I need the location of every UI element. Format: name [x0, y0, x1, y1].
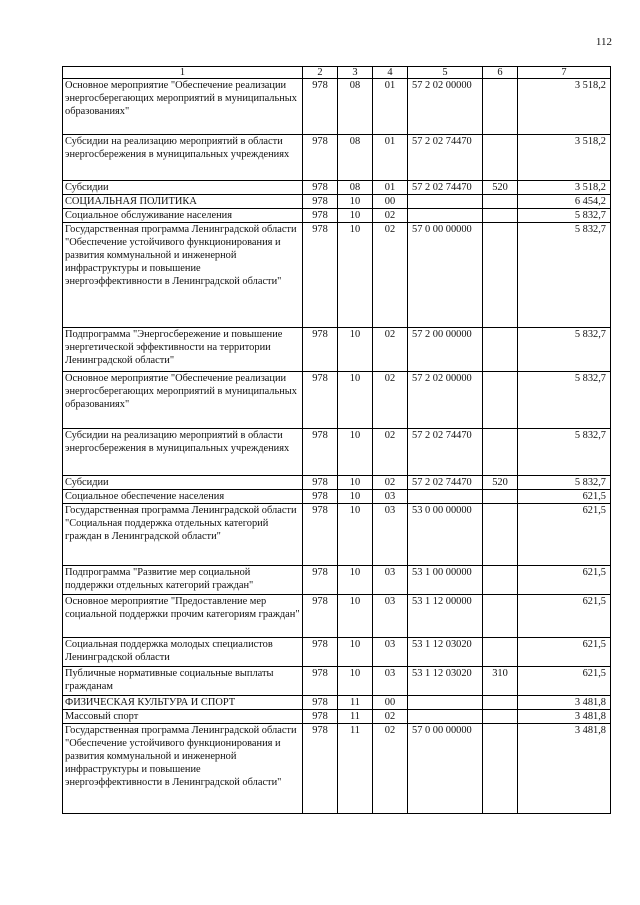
table-row	[63, 724, 611, 814]
row-name-cell: Субсидии на реализацию мероприятий в области энергосбережения в муниципальных учреждениях	[63, 429, 303, 476]
table-row	[63, 328, 611, 372]
table-row	[63, 79, 611, 135]
header-cell: 2	[303, 67, 338, 79]
row-name-cell: Массовый спорт	[63, 710, 303, 724]
cell-amount: 5 832,7	[518, 372, 611, 429]
page-number: 112	[595, 36, 612, 48]
cell-target-article	[408, 490, 483, 504]
budget-table	[62, 66, 611, 814]
cell-amount: 3 481,8	[518, 696, 611, 710]
cell-target-article: 53 1 12 03020	[408, 638, 483, 667]
table-row	[63, 696, 611, 710]
cell-section: 10	[338, 667, 373, 696]
cell-target-article: 53 0 00 00000	[408, 504, 483, 566]
cell-code: 978	[303, 566, 338, 595]
cell-subsection: 02	[373, 724, 408, 814]
cell-section: 10	[338, 328, 373, 372]
cell-subsection: 01	[373, 135, 408, 181]
cell-target-article	[408, 209, 483, 223]
cell-subsection: 03	[373, 595, 408, 638]
cell-target-article: 57 0 00 00000	[408, 223, 483, 328]
row-name-cell: Социальная поддержка молодых специалистов Ленинградской области	[63, 638, 303, 667]
cell-expense-type	[483, 223, 518, 328]
cell-code: 978	[303, 181, 338, 195]
cell-target-article: 53 1 12 03020	[408, 667, 483, 696]
cell-section: 10	[338, 429, 373, 476]
cell-section: 10	[338, 638, 373, 667]
cell-target-article: 57 2 02 00000	[408, 79, 483, 135]
cell-section: 10	[338, 195, 373, 209]
table-row	[63, 135, 611, 181]
table-row	[63, 504, 611, 566]
cell-expense-type	[483, 724, 518, 814]
cell-section: 10	[338, 476, 373, 490]
cell-target-article: 57 2 02 00000	[408, 372, 483, 429]
row-name-cell: СОЦИАЛЬНАЯ ПОЛИТИКА	[63, 195, 303, 209]
cell-expense-type	[483, 566, 518, 595]
cell-section: 11	[338, 710, 373, 724]
cell-section: 08	[338, 135, 373, 181]
row-name-cell: ФИЗИЧЕСКАЯ КУЛЬТУРА И СПОРТ	[63, 696, 303, 710]
header-cell: 3	[338, 67, 373, 79]
cell-amount: 5 832,7	[518, 328, 611, 372]
table-row	[63, 566, 611, 595]
cell-subsection: 03	[373, 504, 408, 566]
cell-subsection: 02	[373, 328, 408, 372]
table-row	[63, 223, 611, 328]
cell-expense-type	[483, 209, 518, 223]
cell-target-article: 57 0 00 00000	[408, 724, 483, 814]
cell-section: 08	[338, 79, 373, 135]
table-header-row	[63, 67, 611, 79]
cell-amount: 621,5	[518, 504, 611, 566]
cell-section: 10	[338, 209, 373, 223]
row-name-cell: Публичные нормативные социальные выплаты гражданам	[63, 667, 303, 696]
cell-code: 978	[303, 504, 338, 566]
cell-amount: 3 518,2	[518, 135, 611, 181]
cell-expense-type: 520	[483, 476, 518, 490]
table-row	[63, 490, 611, 504]
cell-code: 978	[303, 490, 338, 504]
cell-section: 10	[338, 566, 373, 595]
cell-expense-type	[483, 710, 518, 724]
cell-expense-type	[483, 79, 518, 135]
header-cell: 7	[518, 67, 611, 79]
cell-subsection: 02	[373, 372, 408, 429]
cell-amount: 3 518,2	[518, 79, 611, 135]
cell-subsection: 02	[373, 476, 408, 490]
cell-subsection: 03	[373, 490, 408, 504]
cell-target-article: 57 2 02 74470	[408, 429, 483, 476]
cell-amount: 6 454,2	[518, 195, 611, 209]
cell-expense-type	[483, 490, 518, 504]
cell-code: 978	[303, 328, 338, 372]
header-cell: 6	[483, 67, 518, 79]
cell-target-article	[408, 696, 483, 710]
header-cell: 5	[408, 67, 483, 79]
cell-section: 10	[338, 504, 373, 566]
cell-target-article: 57 2 02 74470	[408, 181, 483, 195]
cell-subsection: 02	[373, 429, 408, 476]
cell-code: 978	[303, 595, 338, 638]
row-name-cell: Основное мероприятие "Обеспечение реализации энергосберегающих мероприятий в муниципальных образованиях"	[63, 372, 303, 429]
cell-code: 978	[303, 696, 338, 710]
row-name-cell: Государственная программа Ленинградской области "Обеспечение устойчивого функционирования и развития коммунальной и инженерной инфраструктуры и повышение энергоэффективности в Ленинградской области"	[63, 724, 303, 814]
table-row	[63, 667, 611, 696]
cell-amount: 3 481,8	[518, 724, 611, 814]
cell-amount: 621,5	[518, 638, 611, 667]
cell-code: 978	[303, 135, 338, 181]
cell-target-article: 53 1 12 00000	[408, 595, 483, 638]
table-row	[63, 209, 611, 223]
cell-code: 978	[303, 195, 338, 209]
cell-target-article: 57 2 02 74470	[408, 135, 483, 181]
cell-target-article	[408, 710, 483, 724]
cell-code: 978	[303, 429, 338, 476]
cell-amount: 5 832,7	[518, 209, 611, 223]
cell-subsection: 03	[373, 638, 408, 667]
cell-amount: 5 832,7	[518, 476, 611, 490]
table-row	[63, 638, 611, 667]
cell-target-article: 57 2 02 74470	[408, 476, 483, 490]
cell-subsection: 03	[373, 667, 408, 696]
cell-section: 11	[338, 696, 373, 710]
cell-amount: 3 518,2	[518, 181, 611, 195]
cell-expense-type	[483, 328, 518, 372]
cell-section: 10	[338, 595, 373, 638]
header-cell: 4	[373, 67, 408, 79]
cell-section: 10	[338, 372, 373, 429]
cell-subsection: 02	[373, 710, 408, 724]
cell-code: 978	[303, 209, 338, 223]
row-name-cell: Основное мероприятие "Обеспечение реализации энергосберегающих мероприятий в муниципальных образованиях"	[63, 79, 303, 135]
cell-target-article: 53 1 00 00000	[408, 566, 483, 595]
cell-code: 978	[303, 223, 338, 328]
row-name-cell: Государственная программа Ленинградской области "Обеспечение устойчивого функционирования и развития коммунальной и инженерной инфраструктуры и повышение энергоэффективности в Ленинградской области"	[63, 223, 303, 328]
table-row	[63, 476, 611, 490]
cell-amount: 5 832,7	[518, 429, 611, 476]
header-cell: 1	[63, 67, 303, 79]
table-row	[63, 595, 611, 638]
row-name-cell: Основное мероприятие "Предоставление мер социальной поддержки прочим категориям граждан"	[63, 595, 303, 638]
cell-subsection: 00	[373, 195, 408, 209]
cell-expense-type	[483, 195, 518, 209]
cell-amount: 621,5	[518, 566, 611, 595]
row-name-cell: Подпрограмма "Развитие мер социальной поддержки отдельных категорий граждан"	[63, 566, 303, 595]
cell-target-article: 57 2 00 00000	[408, 328, 483, 372]
cell-code: 978	[303, 372, 338, 429]
cell-amount: 621,5	[518, 667, 611, 696]
table-row	[63, 429, 611, 476]
cell-amount: 621,5	[518, 490, 611, 504]
cell-subsection: 00	[373, 696, 408, 710]
cell-subsection: 01	[373, 181, 408, 195]
cell-expense-type	[483, 638, 518, 667]
table-row	[63, 372, 611, 429]
cell-section: 10	[338, 490, 373, 504]
cell-amount: 5 832,7	[518, 223, 611, 328]
cell-expense-type	[483, 504, 518, 566]
cell-subsection: 03	[373, 566, 408, 595]
cell-subsection: 01	[373, 79, 408, 135]
table-row	[63, 710, 611, 724]
cell-subsection: 02	[373, 223, 408, 328]
cell-subsection: 02	[373, 209, 408, 223]
cell-code: 978	[303, 638, 338, 667]
row-name-cell: Субсидии	[63, 476, 303, 490]
table-row	[63, 195, 611, 209]
cell-section: 08	[338, 181, 373, 195]
cell-code: 978	[303, 710, 338, 724]
cell-code: 978	[303, 724, 338, 814]
cell-code: 978	[303, 667, 338, 696]
cell-expense-type	[483, 429, 518, 476]
cell-expense-type	[483, 135, 518, 181]
cell-target-article	[408, 195, 483, 209]
cell-code: 978	[303, 476, 338, 490]
cell-section: 11	[338, 724, 373, 814]
cell-amount: 3 481,8	[518, 710, 611, 724]
cell-code: 978	[303, 79, 338, 135]
cell-expense-type	[483, 372, 518, 429]
cell-amount: 621,5	[518, 595, 611, 638]
cell-expense-type	[483, 595, 518, 638]
cell-expense-type: 310	[483, 667, 518, 696]
row-name-cell: Социальное обеспечение населения	[63, 490, 303, 504]
row-name-cell: Государственная программа Ленинградской области "Социальная поддержка отдельных категорий граждан в Ленинградской области"	[63, 504, 303, 566]
row-name-cell: Субсидии	[63, 181, 303, 195]
cell-expense-type	[483, 696, 518, 710]
cell-expense-type: 520	[483, 181, 518, 195]
cell-section: 10	[338, 223, 373, 328]
row-name-cell: Социальное обслуживание населения	[63, 209, 303, 223]
table-row	[63, 181, 611, 195]
row-name-cell: Подпрограмма "Энергосбережение и повышение энергетической эффективности на территории Ленинградской области"	[63, 328, 303, 372]
row-name-cell: Субсидии на реализацию мероприятий в области энергосбережения в муниципальных учреждениях	[63, 135, 303, 181]
